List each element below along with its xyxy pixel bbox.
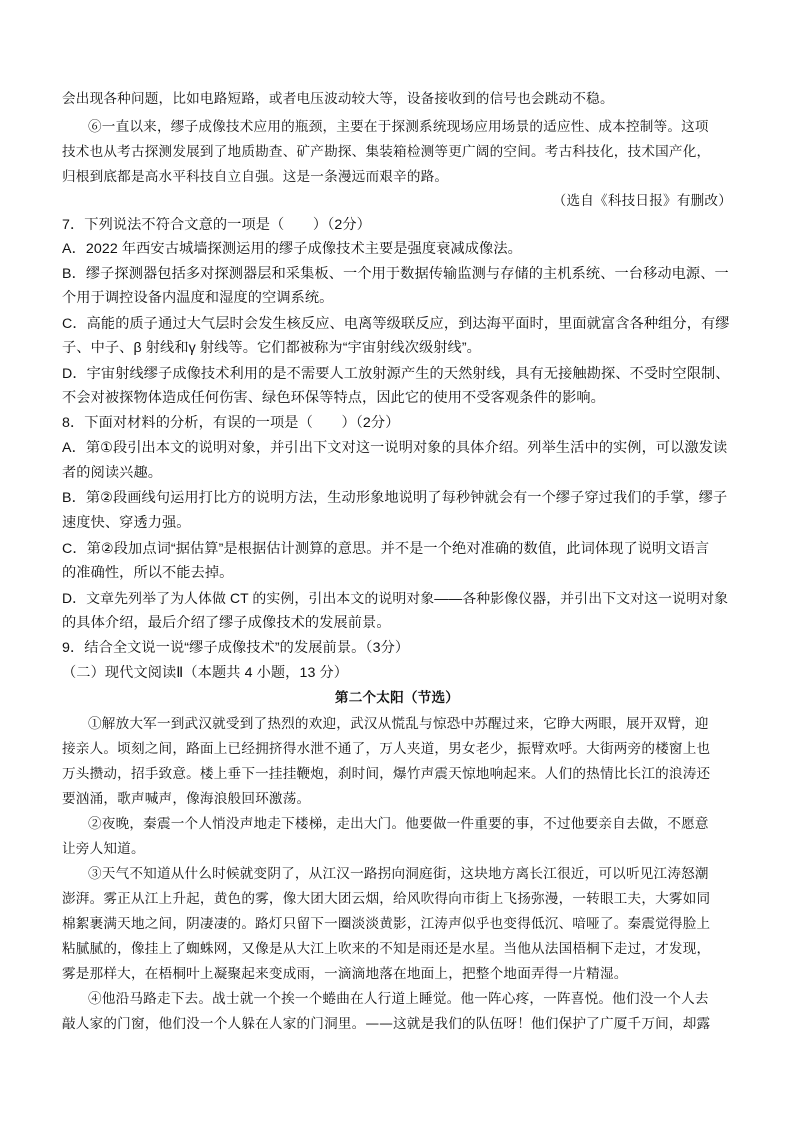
question-9-stem: 9．结合全文说一说“缪子成像技术”的发展前景。（3分） (62, 640, 410, 656)
question-7-stem: 7．下列说法不符合文意的一项是（ ）（2分） (62, 217, 371, 233)
question-7-option: A．2022 年西安古城墙探测运用的缪子成像技术主要是强度衰减成像法。 (62, 241, 522, 257)
question-8-stem: 8．下面对材料的分析，有误的一项是（ ）（2分） (62, 415, 400, 431)
passage-p5-tail: 会出现各种问题，比如电路短路，或者电压波动较大等，设备接收到的信号也会跳动不稳。 (62, 91, 614, 107)
question-8-option: 者的阅读兴趣。 (62, 465, 163, 481)
question-7-option: 不会对被探物体造成任何伤害、绿色环保等特点，因此它的使用不受客观条件的影响。 (62, 390, 605, 406)
source-citation: （选自《科技日报》有删改） (552, 193, 732, 209)
question-7-option: 个用于调控设备内温度和湿度的空调系统。 (62, 290, 334, 306)
passage-p6-line: 技术也从考古探测发展到了地质勘查、矿产勘探、集装箱检测等更广阔的空间。考古科技化，技术国产化， (62, 144, 711, 160)
passage-p1-line: ①解放大军一到武汉就受到了热烈的欢迎，武汉从慌乱与惊恐中苏醒过来，它睁大两眼，展开双臂，迎 (88, 716, 709, 732)
question-8-option: C．第②段加点词“据估算”是根据估计测算的意思。并不是一个绝对准确的数值，此词体现了说明文语言 (62, 541, 710, 557)
passage-p1-line: 万头攒动，招手致意。楼上垂下一挂挂鞭炮，刹时间，爆竹声震天惊地响起来。人们的热情比长江的浪涛还 (62, 766, 711, 782)
passage-p1-line: 接亲人。顷刻之间，路面上已经拥挤得水泄不通了，万人夹道，男女老少，振臂欢呼。大街两旁的楼窗上也 (62, 741, 711, 757)
passage-p3-line: 雾是那样大，在梧桐叶上凝聚起来变成雨，一滴滴地落在地面上，把整个地面弄得一片精湿。 (62, 966, 628, 982)
passage-p3-line: 粘腻腻的，像挂上了蜘蛛网，又像是从大江上吹来的不知是雨还是水星。当他从法国梧桐下走过，才发现， (62, 941, 711, 957)
passage-p2-line: 让旁人知道。 (62, 841, 145, 857)
question-7-option: D．宇宙射线缪子成像技术利用的是不需要人工放射源产生的天然射线，具有无接触勘探、不受时空限制、 (62, 366, 730, 382)
passage-p4-line: ④他沿马路走下去。战士就一个挨一个蜷曲在人行道上睡觉。他一阵心疼，一阵喜悦。他们没一个人去 (88, 991, 709, 1007)
question-8-option: D．文章先列举了为人体做 CT 的实例，引出本文的说明对象——各种影像仪器，并引出下文对这一说明对象 (62, 590, 729, 606)
question-8-option: 速度快、穿透力强。 (62, 515, 191, 531)
passage-p3-line: 澎湃。雾正从江上升起，黄色的雾，像大团大团云烟，给风吹得向市街上飞扬弥漫，一转眼工夫，大雾如同 (62, 891, 711, 907)
section-heading: （二）现代文阅读Ⅱ（本题共 4 小题，13 分） (62, 665, 349, 681)
passage-title: 第二个太阳（节选） (334, 690, 460, 706)
passage-p6-line: ⑥一直以来，缪子成像技术应用的瓶颈，主要在于探测系统现场应用场景的适应性、成本控制等。这项 (88, 119, 709, 135)
question-7-option: 子、中子、β 射线和γ 射线等。它们都被称为“宇宙射线次级射线”。 (62, 340, 481, 356)
passage-p1-line: 要汹涌，歌声喊声，像海浪般回环激荡。 (62, 791, 311, 807)
passage-p4-line: 敲人家的门窗，他们没一个人躲在人家的门洞里。——这就是我们的队伍呀！他们保护了广厦千万间，却露 (62, 1016, 711, 1032)
question-8-option: 的准确性，所以不能去掉。 (62, 565, 234, 581)
passage-p3-line: 棉絮裹满天地之间，阴凄凄的。路灯只留下一圈淡淡黄影，江涛声似乎也变得低沉、喑哑了。秦震觉得脸上 (62, 916, 711, 932)
question-8-option: B．第②段画线句运用打比方的说明方法，生动形象地说明了每秒钟就会有一个缪子穿过我们的手掌，缪子 (62, 490, 728, 506)
question-7-option: B．缪子探测器包括多对探测器层和采集板、一个用于数据传输监测与存储的主机系统、一台移动电源、一 (62, 266, 729, 282)
passage-p2-line: ②夜晚，秦震一个人悄没声地走下楼梯，走出大门。他要做一件重要的事，不过他要亲自去做，不愿意 (88, 816, 709, 832)
question-7-option: C．高能的质子通过大气层时会发生核反应、电离等级联反应，到达海平面时，里面就富含各种组分，有缪 (62, 316, 730, 332)
passage-p3-line: ③天气不知道从什么时候就变阴了，从江汉一路拐向洞庭街，这块地方离长江很近，可以听见江涛怒潮 (88, 866, 709, 882)
question-8-option: A．第①段引出本文的说明对象，并引出下文对这一说明对象的具体介绍。列举生活中的实例，可以激发读 (62, 440, 728, 456)
passage-p6-line: 归根到底都是高水平科技自立自强。这是一条漫远而艰辛的路。 (62, 169, 449, 185)
question-8-option: 的具体介绍，最后介绍了缪子成像技术的发展前景。 (62, 615, 391, 631)
